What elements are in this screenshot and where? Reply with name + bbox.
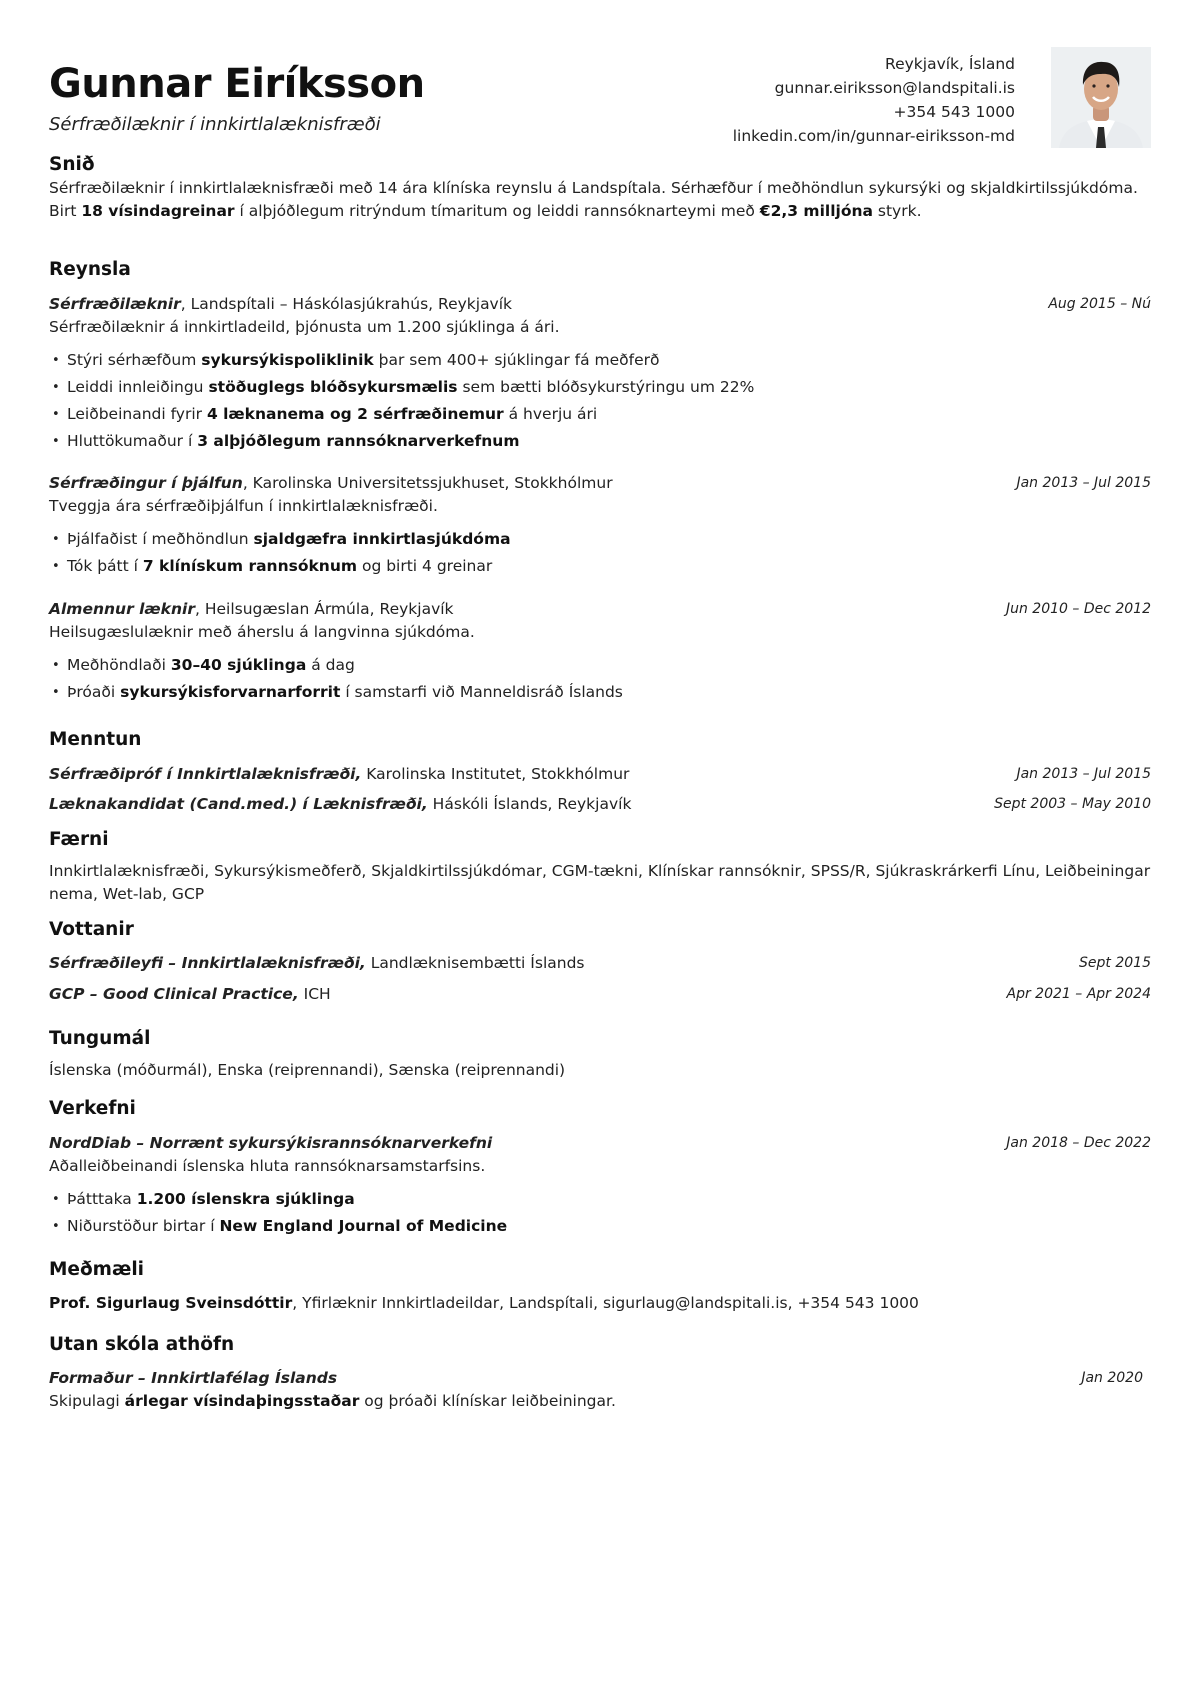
job-entry: [49, 597, 1151, 706]
job-date: Jun 2010 – Dec 2012: [1005, 601, 1151, 617]
job-org: , Heilsugæslan Ármúla, Reykjavík: [194, 600, 454, 618]
languages-text: Íslenska (móðurmál), Enska (reiprennandi), Sænska (reiprennandi): [49, 1061, 566, 1079]
contact-block: [733, 52, 1015, 148]
project-bullets: [49, 1186, 1151, 1240]
section-heading: Tungumál: [49, 1027, 150, 1051]
reference-text: Prof. Sigurlaug Sveinsdóttir, Yfirlæknir Innkirtladeildar, Landspítali, sigurlaug@landspitali.is, +354 543 1000: [49, 1294, 919, 1312]
list-item: • Þátttaka 1.200 íslenskra sjúklinga: [67, 1186, 1151, 1213]
degree-org: Karolinska Institutet, Stokkhólmur: [361, 765, 630, 783]
certification-name: GCP – Good Clinical Practice,: [49, 985, 299, 1003]
job-role: Sérfræðingur í þjálfun: [49, 474, 243, 492]
contact-email[interactable]: gunnar.eiriksson@landspitali.is: [774, 79, 1015, 97]
section-heading: Vottanir: [49, 918, 134, 942]
resume-header: [49, 0, 1151, 150]
activity-header: [49, 1366, 1151, 1390]
job-role: Almennur læknir: [49, 600, 195, 618]
section-heading: Reynsla: [49, 258, 131, 282]
degree-name: Sérfræðipróf í Innkirtlalæknisfræði,: [49, 765, 362, 783]
activity-title: Formaður – Innkirtlafélag Íslands: [49, 1369, 338, 1387]
job-bullets: [49, 526, 1151, 580]
certification-entry: [49, 951, 1151, 975]
list-item: • Niðurstöður birtar í New England Journal of Medicine: [67, 1213, 1151, 1240]
list-item: • Þróaði sykursýkisforvarnarforrit í samstarfi við Manneldisráð Íslands: [67, 679, 1151, 706]
job-header: [49, 292, 1151, 316]
resume-page: [49, 0, 1151, 1410]
contact-location: Reykjavík, Ísland: [885, 55, 1015, 73]
references-section: [49, 1258, 1151, 1315]
contact-phone: +354 543 1000: [893, 103, 1015, 121]
degree-date: Jan 2013 – Jul 2015: [1016, 766, 1151, 782]
profile-photo: [1051, 47, 1151, 148]
job-date: Jan 2013 – Jul 2015: [1016, 475, 1151, 491]
projects-section: [49, 1097, 1151, 1240]
list-item: • Meðhöndlaði 30–40 sjúklinga á dag: [67, 652, 1151, 679]
skills-section: [49, 828, 1151, 906]
job-bullets: [49, 652, 1151, 706]
section-heading: Verkefni: [49, 1097, 136, 1121]
project-description: Aðalleiðbeinandi íslenska hluta rannsóknarsamstarfsins.: [49, 1157, 486, 1175]
list-item: • Leiðbeinandi fyrir 4 læknanema og 2 sérfræðinemur á hverju ári: [67, 401, 1151, 428]
section-heading: Snið: [49, 153, 95, 177]
list-item: • Tók þátt í 7 klínískum rannsóknum og birti 4 greinar: [67, 553, 1151, 580]
activity-date: Jan 2020: [1081, 1370, 1143, 1386]
section-heading: Utan skóla athöfn: [49, 1333, 234, 1357]
section-heading: Færni: [49, 828, 109, 852]
education-entry: [49, 762, 1151, 786]
list-item: • Stýri sérhæfðum sykursýkispoliklinik þar sem 400+ sjúklingar fá meðferð: [67, 347, 1151, 374]
education-entry: [49, 792, 1151, 816]
activity-description: Skipulagi árlegar vísindaþingsstaðar og þróaði klínískar leiðbeiningar.: [49, 1392, 616, 1410]
job-entry: [49, 471, 1151, 580]
education-section: [49, 728, 1151, 816]
list-item: • Leiddi innleiðingu stöðuglegs blóðsykursmælis sem bætti blóðsykurstýringu um 22%: [67, 374, 1151, 401]
certification-org: Landlæknisembætti Íslands: [365, 954, 585, 972]
candidate-name: Gunnar Eiríksson: [49, 61, 425, 107]
project-header: [49, 1131, 1151, 1155]
job-description: Heilsugæslulæknir með áherslu á langvinna sjúkdóma.: [49, 623, 475, 641]
job-org: , Landspítali – Háskólasjúkrahús, Reykjavík: [180, 295, 513, 313]
extracurricular-section: [49, 1333, 1151, 1413]
list-item: • Hluttökumaður í 3 alþjóðlegum rannsóknarverkefnum: [67, 428, 1151, 455]
degree-org: Háskóli Íslands, Reykjavík: [427, 795, 632, 813]
job-entry: [49, 292, 1151, 455]
job-description: Tveggja ára sérfræðiþjálfun í innkirtlalæknisfræði.: [49, 497, 438, 515]
certification-date: Apr 2021 – Apr 2024: [1006, 986, 1151, 1002]
certifications-section: [49, 918, 1151, 1006]
certification-entry: [49, 982, 1151, 1006]
experience-section: [49, 258, 1151, 282]
job-role: Sérfræðilæknir: [49, 295, 181, 313]
job-date: Aug 2015 – Nú: [1048, 296, 1151, 312]
certification-date: Sept 2015: [1079, 955, 1151, 971]
certification-org: ICH: [298, 985, 331, 1003]
contact-linkedin[interactable]: linkedin.com/in/gunnar-eiriksson-md: [732, 127, 1015, 145]
summary-text: Sérfræðilæknir í innkirtlalæknisfræði með 14 ára klíníska reynslu á Landspítala. Sérhæfður í meðhöndlun sykursýki og skjaldkirtilssjúkdóma. Birt 18 vísindagreinar í alþjóðlegum ritrýndum tímaritum og leiddi rannsóknarteymi með €2,3 milljóna styrk.: [49, 179, 1138, 220]
summary-section: [49, 153, 1151, 223]
list-item: • Þjálfaðist í meðhöndlun sjaldgæfra innkirtlasjúkdóma: [67, 526, 1151, 553]
candidate-title: Sérfræðilæknir í innkirtlalæknisfræði: [49, 114, 381, 135]
project-title: NordDiab – Norrænt sykursýkisrannsóknarverkefni: [49, 1134, 493, 1152]
job-header: [49, 597, 1151, 621]
skills-text: Innkirtlalæknisfræði, Sykursýkismeðferð, Skjaldkirtilssjúkdómar, CGM-tækni, Klínískar rannsóknir, SPSS/R, Sjúkraskrárkerfi Línu, Leiðbeiningar nema, Wet-lab, GCP: [49, 862, 1151, 903]
degree-date: Sept 2003 – May 2010: [994, 796, 1151, 812]
job-header: [49, 471, 1151, 495]
languages-section: [49, 1027, 1151, 1082]
certification-name: Sérfræðileyfi – Innkirtlalæknisfræði,: [49, 954, 366, 972]
section-heading: Meðmæli: [49, 1258, 144, 1282]
degree-name: Læknakandidat (Cand.med.) í Læknisfræði,: [49, 795, 428, 813]
project-date: Jan 2018 – Dec 2022: [1006, 1135, 1151, 1151]
job-bullets: [49, 347, 1151, 455]
section-heading: Menntun: [49, 728, 141, 752]
job-org: , Karolinska Universitetssjukhuset, Stokkhólmur: [242, 474, 613, 492]
job-description: Sérfræðilæknir á innkirtladeild, þjónusta um 1.200 sjúklinga á ári.: [49, 318, 560, 336]
